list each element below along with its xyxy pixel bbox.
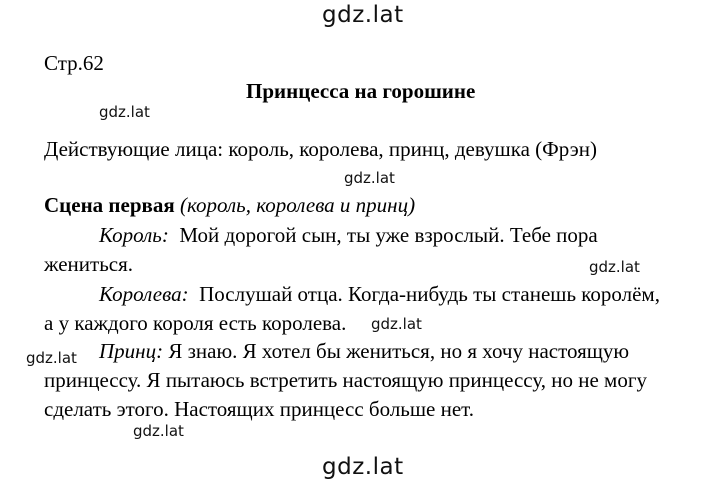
dialogue-text: Я знаю. Я хотел бы жениться, но я хочу настоящую: [168, 339, 630, 363]
dialogue-line-king: [99, 225, 598, 246]
watermark: gdz.lat: [344, 169, 395, 187]
watermark-bottom: gdz.lat: [322, 454, 404, 480]
watermark: gdz.lat: [26, 349, 77, 367]
watermark: gdz.lat: [99, 103, 150, 121]
dialogue-text: принцессу. Я пытаюсь встретить настоящую принцессу, но не могу: [44, 368, 647, 392]
dialogue-line-prince: [99, 341, 629, 362]
page-reference: Стр.62: [44, 51, 104, 75]
page-title: Принцесса на горошине: [246, 79, 476, 103]
dialogue-text: Послушай отца. Когда-нибудь ты станешь королём,: [199, 282, 660, 306]
scene-heading: Сцена первая: [44, 193, 175, 217]
dialogue-text: сделать этого. Настоящих принцесс больше нет.: [44, 397, 475, 421]
speaker-label: Король:: [99, 223, 169, 247]
watermark: gdz.lat: [589, 258, 640, 276]
scene-heading-line: [44, 195, 415, 216]
watermark: gdz.lat: [371, 315, 422, 333]
watermark-top: gdz.lat: [322, 2, 404, 28]
dialogue-text: а у каждого короля есть королева.: [44, 311, 347, 335]
speaker-label: Королева:: [99, 282, 189, 306]
dialogue-text: жениться.: [44, 252, 134, 276]
watermark: gdz.lat: [133, 422, 184, 440]
scene-participants: (король, королева и принц): [180, 193, 416, 217]
dialogue-line-queen: [99, 284, 660, 305]
speaker-label: Принц:: [99, 339, 164, 363]
dialogue-text: Мой дорогой сын, ты уже взрослый. Тебе пора: [179, 223, 598, 247]
characters-line: Действующие лица: король, королева, принц, девушка (Фрэн): [44, 137, 598, 161]
